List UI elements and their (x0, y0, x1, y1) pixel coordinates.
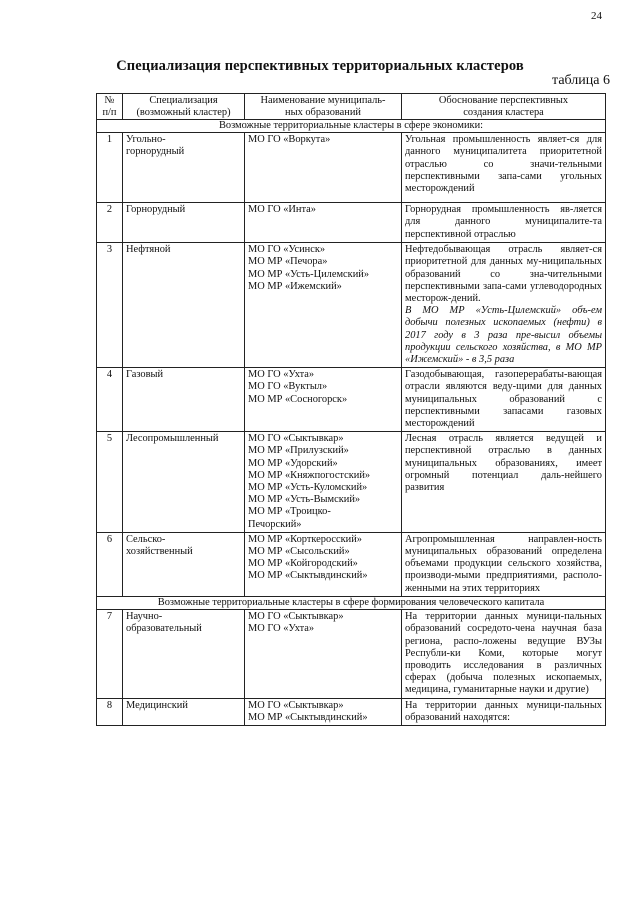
row-specialization (123, 203, 245, 243)
municipality: МО МР «Печора» (248, 256, 328, 268)
spec-line: Научно- (126, 611, 163, 623)
municipality: МО МР «Троицко- (248, 506, 331, 518)
municipality: Печорский» (248, 518, 302, 530)
table-row (97, 698, 606, 725)
municipality: МО МР «Прилузский» (248, 445, 349, 457)
municipality: МО МР «Ижемский» (248, 280, 342, 292)
municipality: МО МР «Сосногорск» (248, 393, 348, 405)
municipality: МО ГО «Сыктывкар» (248, 699, 344, 711)
municipality: МО МР «Корткеросский» (248, 533, 362, 545)
header-num-line: № (104, 95, 115, 106)
section-row (97, 596, 606, 609)
municipality: МО МР «Койгородский» (248, 558, 358, 570)
spec-line: Медицинский (126, 699, 188, 711)
municipality: МО МР «Усть-Куломский» (248, 482, 368, 494)
row-number: 6 (97, 532, 123, 596)
clusters-table (96, 93, 606, 726)
row-justification: На территории данных муници-пальных образований находятся: (402, 698, 606, 725)
municipality: МО ГО «Сыктывкар» (248, 433, 344, 445)
row-justification (402, 243, 606, 368)
municipality: МО МР «Усть-Вымский» (248, 494, 361, 506)
row-number: 1 (97, 133, 123, 203)
municipality: МО МР «Сыктывдинский» (248, 711, 368, 723)
section-economy: Возможные территориальные кластеры в сфере экономики: (97, 120, 606, 133)
row-specialization (123, 532, 245, 596)
table-label: таблица 6 (552, 73, 610, 88)
document-title: Специализация перспективных территориальных кластеров (116, 58, 524, 74)
spec-line: Горнорудный (126, 204, 186, 216)
spec-line: Лесопромышленный (126, 433, 219, 445)
justification-note: В МО МР «Усть-Цилемский» объ-ем добычи полезных ископаемых (нефти) в 2017 году в 3 раза пре-высил объемы продукции сельского хозяйства, в МО МР «Ижемский» - в 3,5 раза (405, 305, 602, 366)
municipality: МО ГО «Инта» (248, 204, 316, 216)
table-row (97, 243, 606, 368)
row-municipalities (245, 243, 402, 368)
spec-line: Сельско- (126, 533, 166, 545)
spec-line: Нефтяной (126, 244, 171, 256)
row-justification: Агропромышленная направлен-ность муниципальных образований определена объемами продукции сельского хозяйства, производи-мыми предприятиями, располо-женными на этих территориях (402, 532, 606, 596)
row-number: 3 (97, 243, 123, 368)
header-mun-line: Наименование муниципаль- (260, 95, 386, 106)
row-municipalities (245, 203, 402, 243)
spec-line: горнорудный (126, 146, 185, 158)
municipality: МО МР «Сыктывдинский» (248, 570, 368, 582)
header-just-line: создания кластера (463, 106, 544, 118)
spec-line: Газовый (126, 369, 164, 381)
row-specialization (123, 243, 245, 368)
row-specialization (123, 133, 245, 203)
municipality: МО ГО «Усинск» (248, 244, 326, 256)
row-justification: Угольная промышленность являет-ся для данного муниципалитета приоритетной отраслью со значи-тельными перспективными запа-сами угольных месторождений (402, 133, 606, 203)
row-number: 4 (97, 368, 123, 432)
row-number: 7 (97, 610, 123, 698)
municipality: МО МР «Усть-Цилемский» (248, 268, 370, 280)
row-specialization (123, 610, 245, 698)
municipality: МО МР «Княжпогостский» (248, 469, 371, 481)
municipality: МО ГО «Сыктывкар» (248, 611, 344, 623)
row-number: 5 (97, 432, 123, 533)
header-municipalities (245, 94, 402, 120)
table-header-row (97, 94, 606, 120)
municipality: МО МР «Сысольский» (248, 546, 350, 558)
municipality: МО ГО «Ухта» (248, 623, 315, 635)
table-row (97, 203, 606, 243)
table-row (97, 368, 606, 432)
header-mun-line: ных образований (285, 106, 361, 118)
row-specialization (123, 368, 245, 432)
row-municipalities (245, 432, 402, 533)
municipality: МО ГО «Вуктыл» (248, 381, 328, 393)
row-specialization (123, 432, 245, 533)
row-municipalities (245, 133, 402, 203)
row-justification: Лесная отрасль является ведущей и перспективной отраслью в данных муниципальных образованиях, имеет огромный потенциал даль-нейшего развития (402, 432, 606, 533)
table-row (97, 133, 606, 203)
spec-line: Угольно- (126, 134, 166, 146)
header-spec-line: (возможный кластер) (136, 106, 231, 118)
row-number: 2 (97, 203, 123, 243)
header-just-line: Обоснование перспективных (438, 95, 569, 106)
row-justification: На территории данных муници-пальных образований сосредото-чена научная база региона, распо-ложены ведущие ВУЗы Республи-ки Коми, которые могут проводить исследования в различных сферах (добыча полезных ископаемых, медицина, гуманитарные науки и другие) (402, 610, 606, 698)
row-municipalities (245, 610, 402, 698)
header-num (97, 94, 123, 120)
row-specialization (123, 698, 245, 725)
spec-line: образовательный (126, 623, 202, 635)
municipality: МО ГО «Воркута» (248, 134, 331, 146)
municipality: МО ГО «Ухта» (248, 369, 315, 381)
header-num-line: п/п (102, 106, 117, 118)
row-municipalities (245, 698, 402, 725)
header-spec-line: Специализация (149, 95, 218, 106)
section-row (97, 120, 606, 133)
row-municipalities (245, 532, 402, 596)
row-municipalities (245, 368, 402, 432)
row-justification: Газодобывающая, газоперерабаты-вающая отрасли являются веду-щими для данных муниципальных образований с перспективными запасами газовых месторождений (402, 368, 606, 432)
justification-text: Нефтедобывающая отрасль являет-ся приоритетной для данных му-ниципальных образований со зна-чительными перспективными запа-сами углеводородных месторож-дений. (405, 244, 602, 305)
section-human-capital: Возможные территориальные кластеры в сфере формирования человеческого капитала (97, 596, 606, 609)
spec-line: хозяйственный (126, 546, 193, 558)
header-specialization (123, 94, 245, 120)
table-row (97, 610, 606, 698)
page-number: 24 (591, 10, 602, 22)
header-justification (402, 94, 606, 120)
row-justification: Горнорудная промышленность яв-ляется для данного муниципалите-та перспективной отраслью (402, 203, 606, 243)
table-row (97, 532, 606, 596)
table-row (97, 432, 606, 533)
row-number: 8 (97, 698, 123, 725)
municipality: МО МР «Удорский» (248, 457, 338, 469)
